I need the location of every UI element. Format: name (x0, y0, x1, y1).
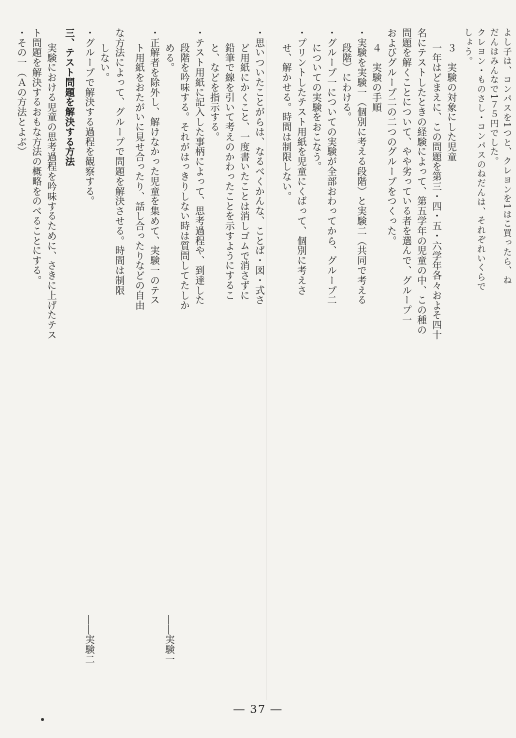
paragraph-line: な方法によって、グループで問題を解決させる。時間は制限 (113, 28, 124, 296)
handwritten-problem-line: だんはみんなで1７５円でした。 (488, 28, 498, 166)
list-item-continued: 鉛筆で線を引いて考えのかわったことを示すようにするこ (223, 43, 234, 301)
paper-speck (41, 718, 44, 721)
experiment-label: ――実験一 (163, 615, 174, 665)
list-item-continued: ど用紙にかくこと、一度書いたことは消しゴムで消さずに (238, 43, 249, 301)
paragraph-line: 一年はどまえに、この問題を第三・四・五・六学年各々およそ四十 (430, 43, 441, 340)
list-item-continued: と、などを指示する。 (208, 43, 219, 142)
list-item: ・正解者を除外し、解けなかった児童を集めて、実験一のテス (148, 28, 159, 306)
section-heading: ３ 実験の対象にした児童 (445, 43, 456, 162)
list-item-continued: ト用紙をおたがいに見せ合ったり、話し合ったりなどの自由 (133, 43, 144, 311)
experiment-label: ――実験二 (83, 615, 94, 665)
list-item-continued: 段階を吟味する。それがはっきりしない時は質問してたしか (178, 43, 189, 311)
list-item-continued: める。 (163, 43, 174, 73)
paragraph-line: しない。 (98, 43, 109, 83)
handwritten-problem-line: しょう。 (462, 28, 472, 66)
page-number: ― 37 ― (233, 703, 283, 716)
paragraph-line: ト問題を解決するおもな方法の概略をのべることにする。 (30, 28, 41, 286)
list-item-continued: についての実験をおこなう。 (310, 43, 321, 172)
list-item: ・グループで解決する過程を観察する。 (83, 28, 94, 207)
section-heading: ４ 実験の手順 (370, 43, 381, 113)
list-item: ・テスト用紙に記入した事柄によって、思考過程や、到達した (193, 28, 204, 306)
page-fold (266, 40, 267, 700)
list-item-continued: せ、解かせる。時間は制限しない。 (280, 43, 291, 202)
list-item: ・グループ一についての実験が全部おわってから、グループ二 (325, 28, 336, 306)
list-item-continued: 段階）にわける。 (340, 43, 351, 123)
paragraph-line: 名にテストしたときの経験によって、第五学年の児童の中、この種の (415, 28, 426, 335)
paragraph-line: およびグループ二の二つのグループをつくった。 (385, 28, 396, 246)
paragraph-line: 実験における児童の思考過程を吟味するために、さきに上げたテス (45, 43, 56, 340)
list-item: ・プリントしたテスト用紙を児童にくばって、個別に考えさ (295, 28, 306, 296)
handwritten-problem-line: クレヨン・ものさし・コンパスのねだんは、それぞれいくらで (475, 28, 485, 292)
section-heading: 三、テスト問題を解決する方法 (63, 28, 74, 167)
paragraph-line: 問題を解くことについて、やや劣っている者を選んで、グループ一 (400, 28, 411, 325)
right-half-text-lower (0, 0, 266, 700)
list-item: ・思いついたことがらは、なるべくかんな、ことば・図・式さ (253, 28, 264, 306)
right-half-text (266, 0, 516, 700)
handwritten-problem-line: よし子は、コンパスを1つと、クレヨンを1はこ買ったら、ね (501, 28, 511, 285)
method-heading: ・その一（Ａの方法とよぶ） (15, 28, 26, 157)
list-item: ・実験を実験一（個別に考える段階）と実験二（共同で考える (355, 28, 366, 306)
